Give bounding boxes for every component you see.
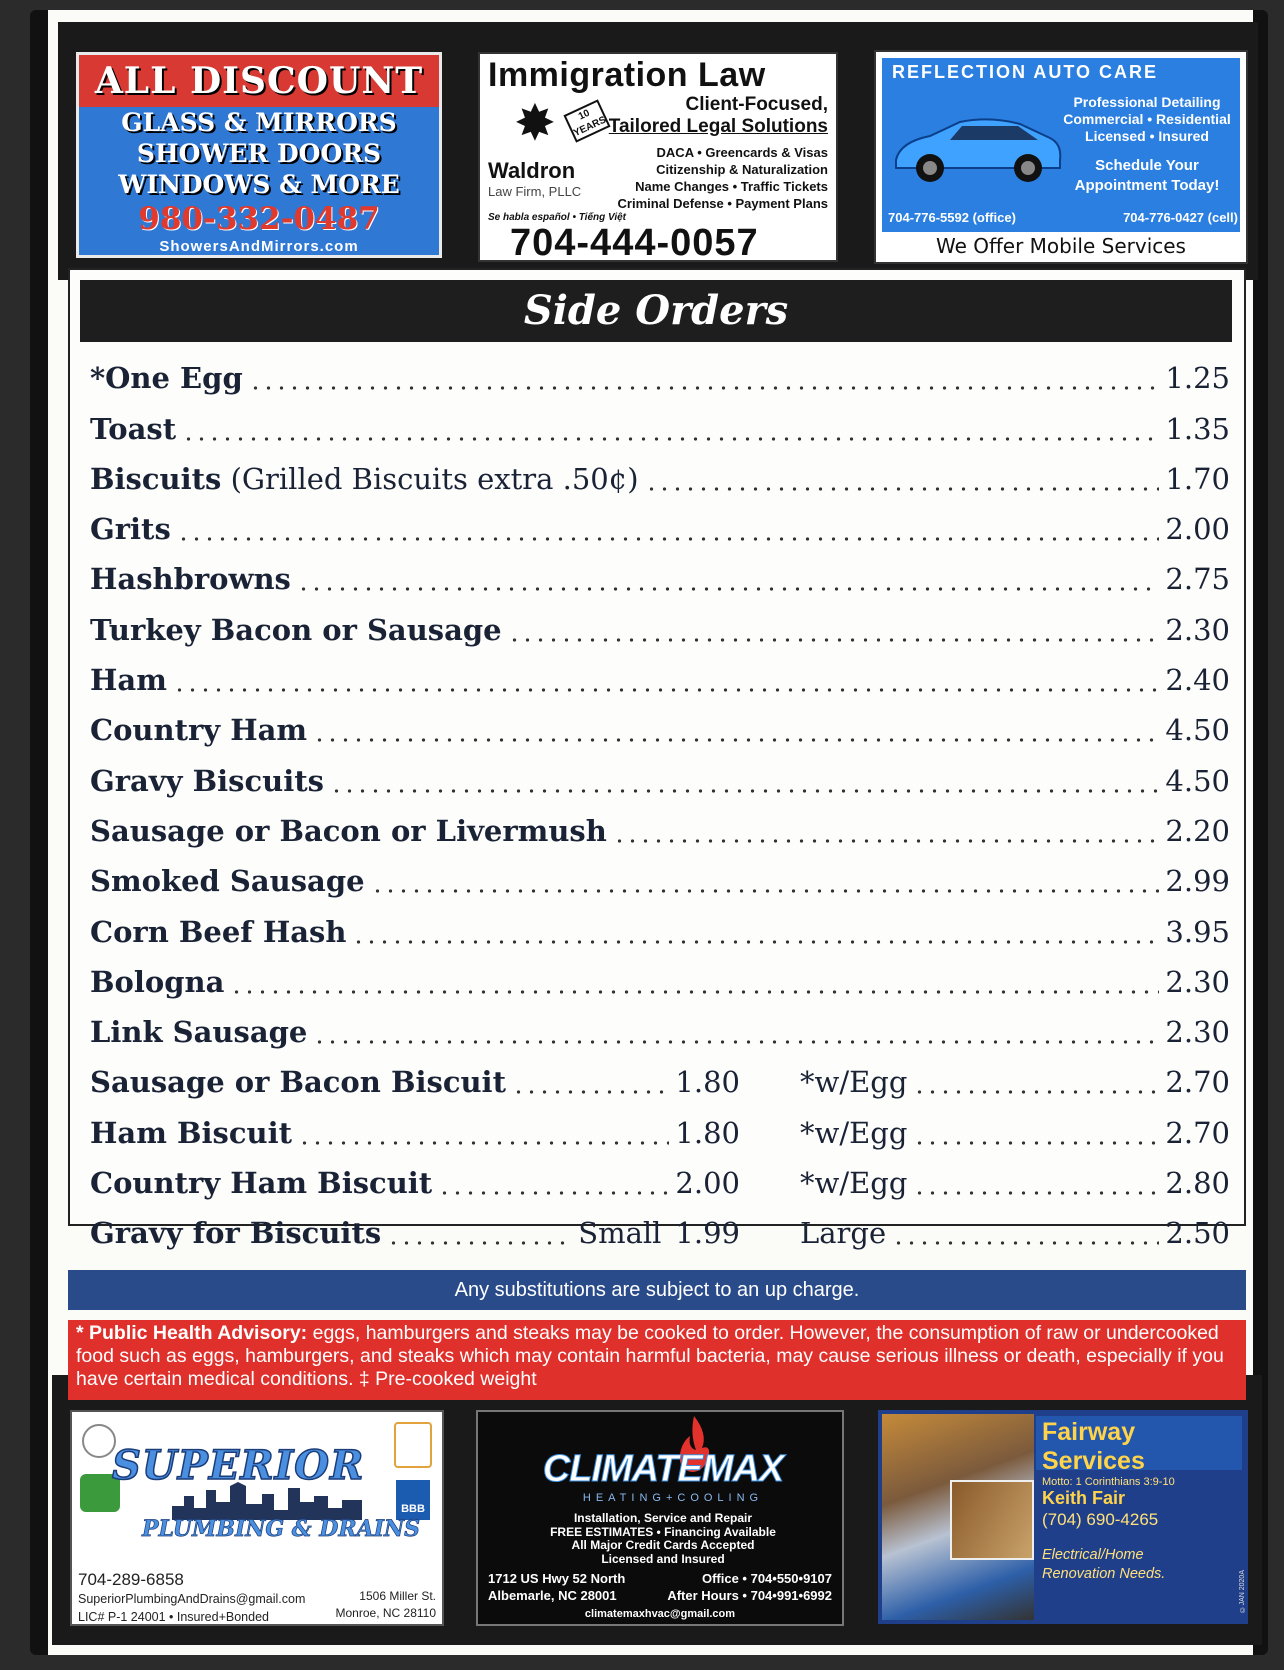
dot-leader bbox=[177, 537, 1160, 541]
menu-heading: Side Orders bbox=[80, 280, 1232, 342]
ad-plumbing-logo: SUPERIOR bbox=[112, 1442, 365, 1489]
ad-glass-website: ShowersAndMirrors.com bbox=[159, 238, 359, 255]
menu-item-name: Smoked Sausage bbox=[90, 864, 365, 899]
ad-plumbing-phone: 704-289-6858 bbox=[78, 1570, 184, 1589]
substitution-notice: Any substitutions are subject to an up charge. bbox=[68, 1270, 1246, 1310]
ad-climate-email: climatemaxhvac@gmail.com bbox=[584, 1608, 736, 1620]
menu-item-price: 4.50 bbox=[1165, 713, 1230, 748]
deck-photo bbox=[950, 1480, 1034, 1560]
ad-plumbing-logo-sub: PLUMBING & DRAINS bbox=[142, 1516, 421, 1542]
ad-law-years-badge: 10 YEARS bbox=[563, 99, 610, 142]
dot-leader bbox=[508, 638, 1160, 642]
dot-leader bbox=[230, 990, 1159, 994]
ad-climate-address-line: 1712 US Hwy 52 North bbox=[488, 1571, 626, 1586]
ad-law-services bbox=[618, 144, 828, 212]
menu-item-price: 2.30 bbox=[1165, 964, 1230, 999]
menu-item-price: 1.80 bbox=[675, 1115, 740, 1150]
ad-climate-service-line: Licensed and Insured bbox=[601, 1551, 725, 1566]
menu-item-price: 2.70 bbox=[1165, 1115, 1230, 1150]
ad-reflection-auto-care bbox=[874, 50, 1248, 264]
ad-plumbing-address-line: Monroe, NC 28110 bbox=[335, 1606, 436, 1620]
dot-leader bbox=[249, 386, 1160, 390]
dot-leader bbox=[913, 1191, 1159, 1195]
menu-item-name: Country Ham Biscuit bbox=[90, 1166, 433, 1201]
dot-leader bbox=[330, 789, 1159, 793]
dot-leader bbox=[352, 940, 1159, 944]
starburst-icon: ✸ bbox=[514, 95, 556, 151]
ad-auto-panel bbox=[882, 58, 1240, 232]
ad-immigration-law bbox=[478, 52, 838, 262]
print-code: ©JAN 2020A bbox=[1239, 1570, 1246, 1613]
dot-leader bbox=[913, 1141, 1159, 1145]
ad-plumbing-address bbox=[336, 1588, 437, 1622]
ad-law-subtitle bbox=[609, 94, 828, 138]
menu-rows bbox=[90, 350, 1230, 1255]
ad-climatemax bbox=[476, 1410, 844, 1626]
menu-item-right bbox=[740, 1211, 1230, 1255]
menu-item-option: *w/Egg bbox=[800, 1115, 908, 1150]
menu-item-price: 2.50 bbox=[1165, 1216, 1230, 1251]
menu-item-name: Grits bbox=[90, 512, 171, 547]
ad-auto-office-phone: 704-776-5592 (office) bbox=[888, 210, 1016, 225]
ad-plumbing-address-line: 1506 Miller St. bbox=[359, 1589, 436, 1603]
ad-all-discount-glass bbox=[76, 52, 442, 258]
menu-item-left bbox=[90, 1211, 740, 1255]
bbb-badge-icon: BBB bbox=[396, 1480, 430, 1520]
menu-item-price: 2.00 bbox=[1165, 512, 1230, 547]
ad-law-firm: Waldron bbox=[488, 158, 576, 183]
menu-item-size: Small bbox=[578, 1216, 662, 1251]
menu-item-price: 2.00 bbox=[675, 1166, 740, 1201]
menu-item bbox=[90, 954, 1230, 1004]
car-icon bbox=[890, 102, 1066, 188]
dot-leader bbox=[371, 889, 1160, 893]
menu-item-price: 2.80 bbox=[1165, 1166, 1230, 1201]
menu-item-left bbox=[90, 1060, 740, 1104]
menu-item-price: 1.99 bbox=[675, 1216, 740, 1251]
ad-climate-service-line: Installation, Service and Repair bbox=[573, 1511, 753, 1525]
dot-leader bbox=[313, 1040, 1159, 1044]
ad-auto-info bbox=[1062, 94, 1232, 145]
menu-item-price: 2.75 bbox=[1165, 562, 1230, 597]
ad-climate-address bbox=[488, 1570, 625, 1604]
ad-fairway-contact-name: Keith Fair bbox=[1042, 1488, 1126, 1508]
menu-item-price: 1.25 bbox=[1165, 361, 1230, 396]
menu-item bbox=[90, 803, 1230, 853]
menu-item bbox=[90, 903, 1230, 953]
ad-law-subtitle-line: Tailored Legal Solutions bbox=[608, 116, 828, 137]
award-badge-icon bbox=[394, 1422, 432, 1468]
menu-item-name: Corn Beef Hash bbox=[90, 914, 347, 949]
ad-law-service-line: Citizenship & Naturalization bbox=[656, 162, 828, 177]
dot-leader bbox=[645, 487, 1160, 491]
menu-item-right bbox=[740, 1111, 1230, 1155]
menu-item-price: 2.70 bbox=[1165, 1065, 1230, 1100]
ad-climate-tagline: HEATING+COOLING bbox=[582, 1492, 764, 1504]
menu-item bbox=[90, 350, 1230, 400]
menu-item-right bbox=[740, 1161, 1230, 1205]
dot-leader bbox=[313, 738, 1159, 742]
ad-auto-info-line: Professional Detailing bbox=[1073, 94, 1221, 110]
menu-item-name: Sausage or Bacon or Livermush bbox=[90, 813, 607, 848]
dot-leader bbox=[387, 1241, 572, 1245]
menu-item-option: *w/Egg bbox=[800, 1166, 908, 1201]
ad-glass-line: SHOWER DOORS bbox=[136, 139, 382, 168]
ad-climate-office-phone: Office • 704•550•9107 bbox=[701, 1571, 832, 1586]
menu-item-price: 4.50 bbox=[1165, 763, 1230, 798]
menu-item bbox=[90, 451, 1230, 501]
ad-fairway-services bbox=[878, 1410, 1248, 1624]
ad-auto-mobile-services: We Offer Mobile Services bbox=[936, 234, 1186, 258]
ad-fairway-service-line: Electrical/Home bbox=[1042, 1547, 1144, 1563]
menu-item-price: 2.20 bbox=[1165, 813, 1230, 848]
ad-auto-phones bbox=[888, 210, 1238, 225]
side-orders-menu bbox=[68, 268, 1246, 1251]
menu-item-name: Country Ham bbox=[90, 713, 308, 748]
dot-leader bbox=[512, 1090, 669, 1094]
menu-item-price: 1.35 bbox=[1165, 411, 1230, 446]
menu-item-name: Bologna bbox=[90, 964, 225, 999]
menu-item-split bbox=[90, 1104, 1230, 1154]
menu-item-name: Hashbrowns bbox=[90, 562, 291, 597]
menu-item bbox=[90, 853, 1230, 903]
menu-item-right bbox=[740, 1060, 1230, 1104]
menu-item-left bbox=[90, 1161, 740, 1205]
menu-item-name: Gravy Biscuits bbox=[90, 763, 324, 798]
ad-climate-address-line: Albemarle, NC 28001 bbox=[488, 1588, 617, 1603]
ad-fairway-title: Fairway Services bbox=[1042, 1418, 1145, 1475]
menu-item-left bbox=[90, 1111, 740, 1155]
ad-fairway-motto: Motto: 1 Corinthians 3:9-10 bbox=[1042, 1476, 1175, 1488]
menu-item bbox=[90, 501, 1230, 551]
menu-item-name: Sausage or Bacon Biscuit bbox=[90, 1065, 506, 1100]
menu-item-name: Ham bbox=[90, 663, 167, 698]
ad-glass-line: WINDOWS & MORE bbox=[118, 170, 400, 199]
ad-auto-info-line: Licensed • Insured bbox=[1085, 128, 1209, 144]
dot-leader bbox=[892, 1241, 1159, 1245]
menu-item-note-text: (Grilled Biscuits extra .50¢) bbox=[230, 461, 639, 496]
menu-item-name: Link Sausage bbox=[90, 1015, 308, 1050]
ad-fairway-service-line: Renovation Needs. bbox=[1042, 1566, 1166, 1582]
dot-leader bbox=[182, 437, 1159, 441]
ad-law-service-line: Name Changes • Traffic Tickets bbox=[635, 179, 828, 194]
menu-item-price: 1.70 bbox=[1165, 461, 1230, 496]
menu-item bbox=[90, 1004, 1230, 1054]
ad-climate-logo: CLIMATEMAX bbox=[542, 1448, 784, 1490]
ad-glass-line: GLASS & MIRRORS bbox=[121, 108, 397, 137]
menu-item-price: 2.30 bbox=[1165, 612, 1230, 647]
ad-law-languages: Se habla español • Tiếng Việt bbox=[488, 212, 626, 223]
menu-item-price: 1.80 bbox=[675, 1065, 740, 1100]
dot-leader bbox=[438, 1191, 669, 1195]
ad-plumbing-license: LIC# P-1 24001 • Insured+Bonded bbox=[78, 1610, 269, 1624]
menu-item-name: *One Egg bbox=[90, 361, 243, 396]
ad-superior-plumbing bbox=[70, 1410, 444, 1626]
ad-climate-service-line: All Major Credit Cards Accepted bbox=[571, 1538, 755, 1552]
health-advisory bbox=[68, 1320, 1246, 1400]
ad-climate-after-hours-phone: After Hours • 704•991•6992 bbox=[667, 1588, 832, 1603]
ad-auto-title: REFLECTION AUTO CARE bbox=[892, 62, 1159, 82]
ad-fairway-phone: (704) 690-4265 bbox=[1042, 1510, 1159, 1529]
menu-item-name: Gravy for Biscuits bbox=[90, 1216, 382, 1251]
ad-glass-heading: ALL DISCOUNT bbox=[79, 55, 439, 107]
ad-auto-cta bbox=[1062, 156, 1232, 196]
ad-auto-info-line: Commercial • Residential bbox=[1063, 111, 1231, 127]
menu-item-note bbox=[221, 457, 638, 501]
dot-leader bbox=[298, 1141, 669, 1145]
menu-item-price: 2.99 bbox=[1165, 864, 1230, 899]
ad-plumbing-email: SuperiorPlumbingAndDrains@gmail.com bbox=[78, 1592, 306, 1606]
ad-auto-cta-line: Appointment Today! bbox=[1074, 177, 1220, 194]
ad-climate-services bbox=[518, 1512, 808, 1566]
ad-law-service-line: DACA • Greencards & Visas bbox=[656, 145, 828, 160]
ad-law-phone: 704-444-0057 bbox=[510, 222, 759, 264]
menu-item-option: *w/Egg bbox=[800, 1065, 908, 1100]
ad-auto-cta-line: Schedule Your bbox=[1095, 157, 1199, 174]
certification-seal-icon bbox=[82, 1424, 116, 1458]
menu-item-split bbox=[90, 1054, 1230, 1104]
ad-law-subtitle-line: Client-Focused, bbox=[685, 94, 828, 115]
ad-fairway-services bbox=[1042, 1546, 1165, 1584]
menu-item-name: Turkey Bacon or Sausage bbox=[90, 612, 502, 647]
dot-leader bbox=[913, 1090, 1159, 1094]
dot-leader bbox=[613, 839, 1160, 843]
city-skyline-icon bbox=[172, 1482, 362, 1520]
ad-fairway-titlebar bbox=[1036, 1416, 1242, 1488]
menu-item bbox=[90, 702, 1230, 752]
ad-law-title: Immigration Law bbox=[488, 56, 766, 94]
menu-item bbox=[90, 752, 1230, 802]
menu-item-split bbox=[90, 1155, 1230, 1205]
menu-item bbox=[90, 400, 1230, 450]
dot-leader bbox=[297, 587, 1160, 591]
menu-item-price: 3.95 bbox=[1165, 914, 1230, 949]
menu-item-name: Biscuits bbox=[90, 461, 222, 496]
menu-item-size: Large bbox=[800, 1216, 887, 1251]
ad-glass-phone: 980-332-0487 bbox=[138, 201, 380, 237]
dot-leader bbox=[173, 688, 1160, 692]
ad-climate-phones bbox=[667, 1570, 832, 1604]
menu-item bbox=[90, 652, 1230, 702]
menu-item-price: 2.30 bbox=[1165, 1015, 1230, 1050]
menu-item-name: Toast bbox=[90, 411, 177, 446]
ad-law-firm-type: Law Firm, PLLC bbox=[488, 184, 582, 199]
menu-item-name: Ham Biscuit bbox=[90, 1115, 292, 1150]
menu-item-price: 2.40 bbox=[1165, 663, 1230, 698]
ad-climate-service-line: FREE ESTIMATES • Financing Available bbox=[550, 1524, 776, 1539]
menu-item bbox=[90, 551, 1230, 601]
health-advisory-text: eggs, hamburgers and steaks may be cooked to order. However, the consumption of raw or undercooked food such as eggs, hamburgers, and steaks which may contain harmful bacteria, may cause serious illness or death, especially if you have certain medical conditions. ‡ Pre-cooked weight bbox=[76, 1322, 1224, 1390]
menu-item-split bbox=[90, 1205, 1230, 1255]
health-advisory-label: * Public Health Advisory: bbox=[76, 1322, 308, 1344]
menu-item bbox=[90, 601, 1230, 651]
ad-law-service-line: Criminal Defense • Payment Plans bbox=[617, 196, 828, 211]
ad-auto-cell-phone: 704-776-0427 (cell) bbox=[1123, 210, 1238, 225]
